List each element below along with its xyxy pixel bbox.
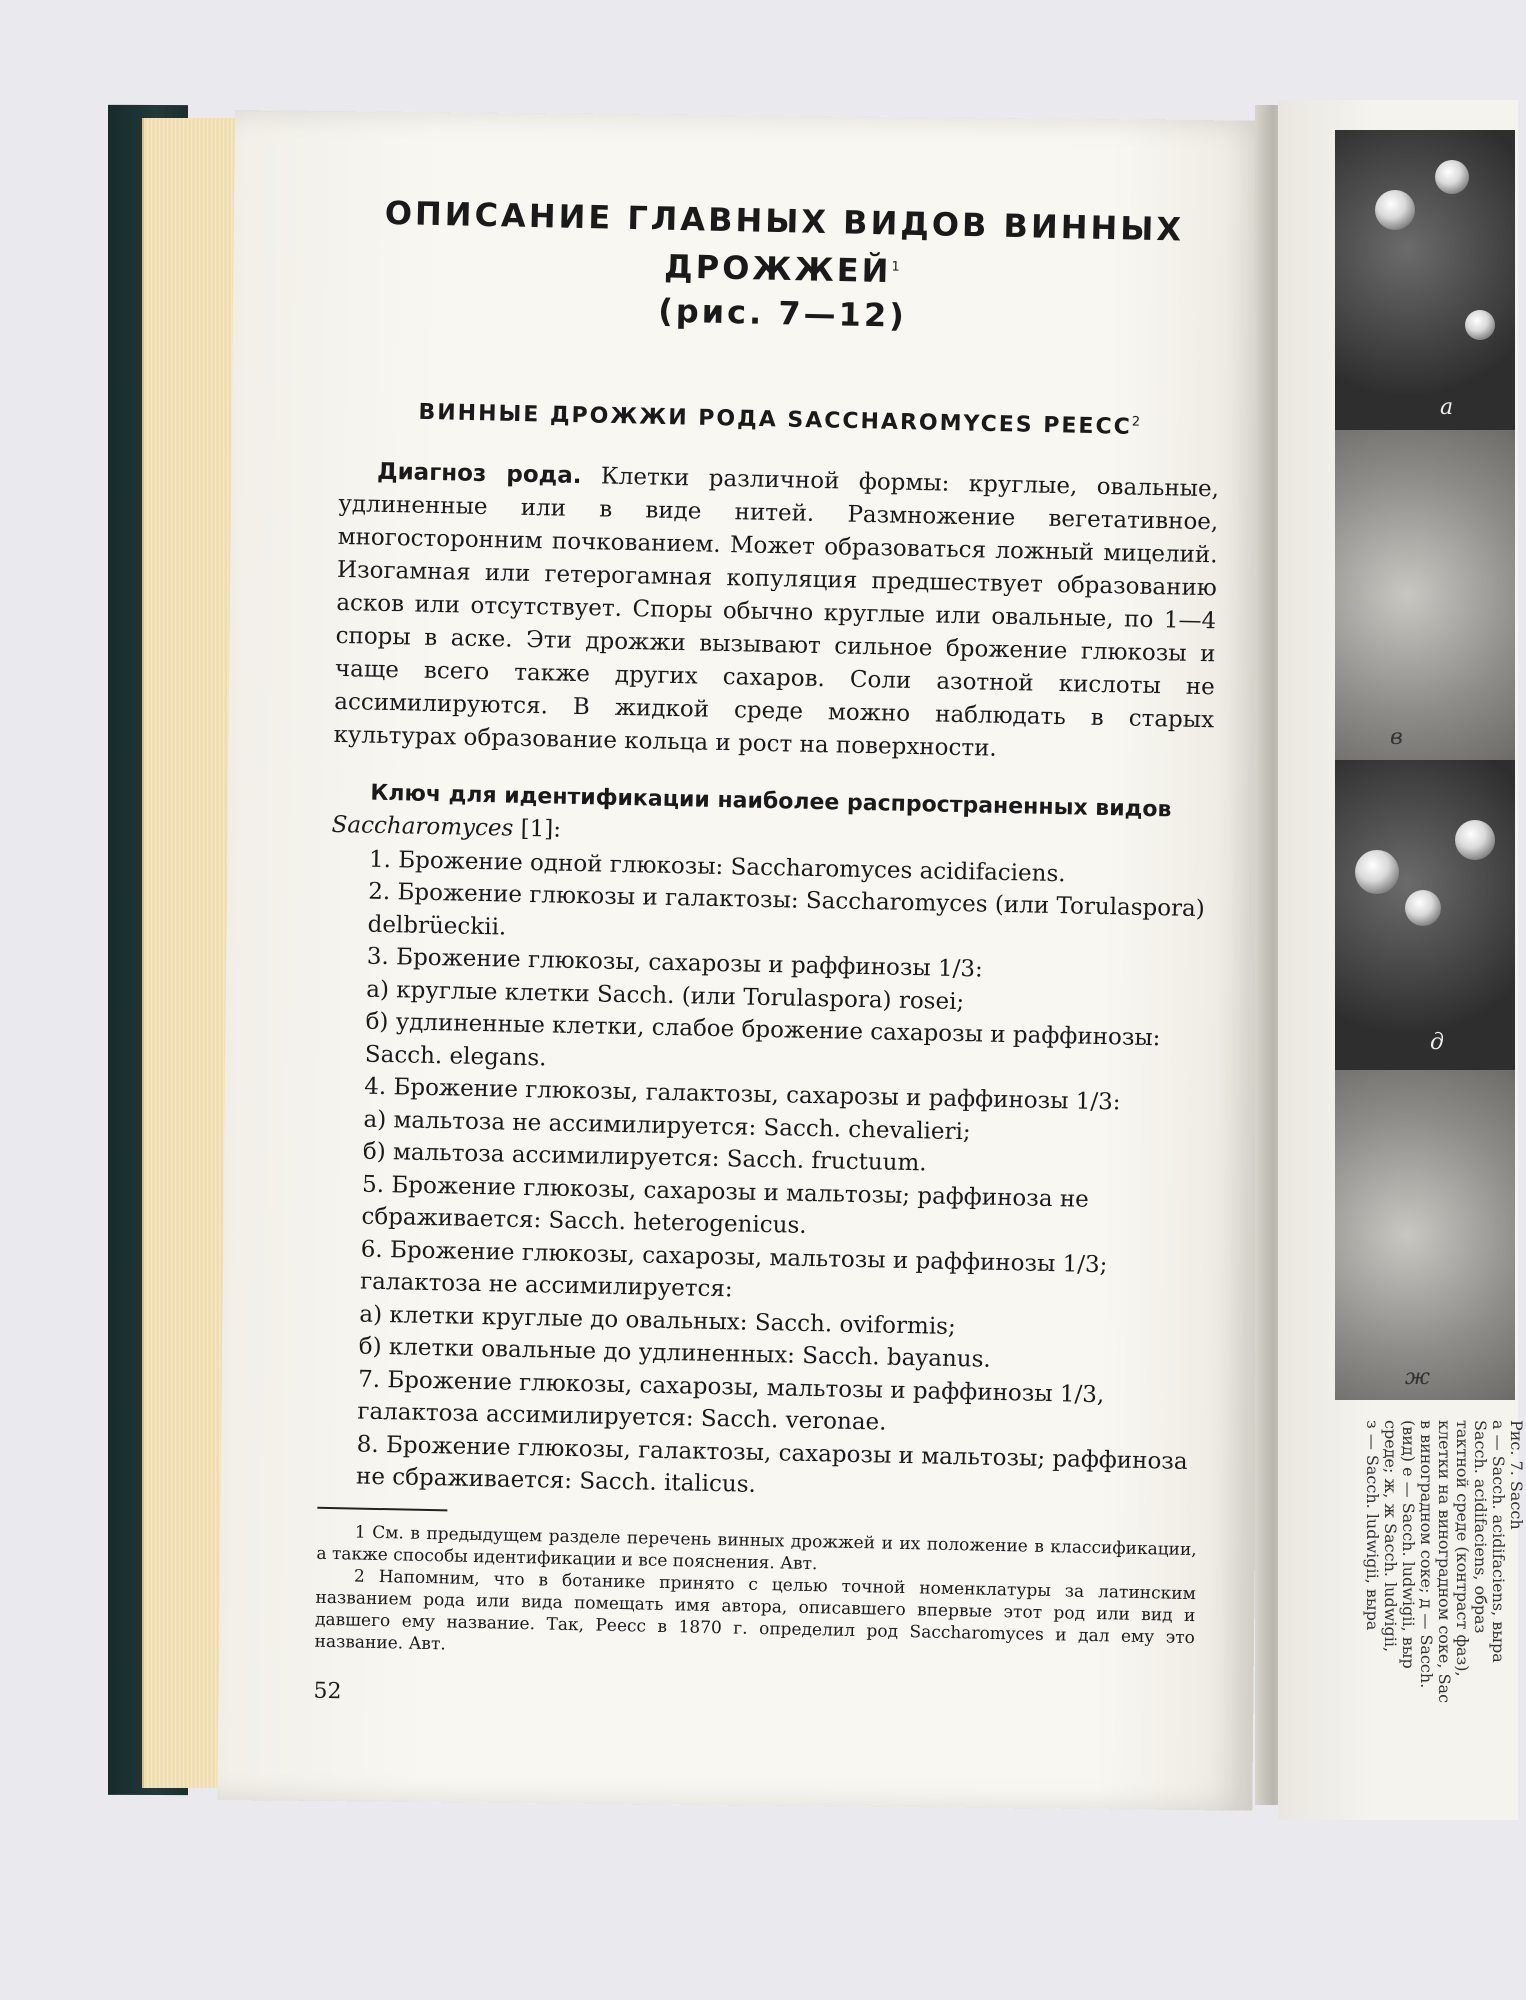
chapter-title-text: ОПИСАНИЕ ГЛАВНЫХ ВИДОВ ВИННЫХ ДРОЖЖЕЙ — [384, 193, 1185, 291]
caption-line: з — Sacch. ludwigii, выра — [1363, 1420, 1382, 1631]
diagnosis-label: Диагноз рода. — [376, 458, 582, 489]
yeast-cell — [1355, 850, 1399, 894]
caption-line: Рис. 7. Sacch — [1507, 1420, 1526, 1530]
caption-line: (вид) е — Sacch. ludwigii, выр — [1399, 1420, 1418, 1669]
caption-line: Sacch. acidifaciens, образ — [1471, 1420, 1490, 1634]
key-item: 5. Брожение глюкозы, сахарозы и мальтозы; раффиноза не сбраживается: Sacch. heterogenicus. — [361, 1171, 1090, 1240]
key-item: б) мальтоза ассимилируется: Sacch. fructuum. — [362, 1139, 927, 1177]
yeast-cell — [1435, 160, 1469, 194]
key-reference: [1]: — [520, 815, 562, 843]
key-genus: Saccharomyces — [331, 811, 514, 842]
micrograph-a — [1335, 130, 1515, 430]
footnote-1: 1 См. в предыдущем разделе перечень винных дрожжей и их положение в классификации, а также способы идентификации и все пояснения. Авт. — [316, 1522, 1197, 1575]
chapter-title-figures: (рис. 7—12) — [657, 291, 908, 335]
micrograph-d — [1335, 1070, 1515, 1400]
section-title — [340, 398, 1220, 442]
key-item: а) мальтоза не ассимилируется: Sacch. chevalieri; — [363, 1106, 971, 1146]
key-item: б) удлиненные клетки, слабое брожение сахарозы и раффинозы: Sacch. elegans. — [364, 1009, 1161, 1072]
key-item: 2. Брожение глюкозы и галактозы: Saccharomyces (или Torulaspora) delbrüeckii. — [367, 879, 1206, 941]
footnote-ref-1: 1 — [891, 259, 903, 275]
key-item: 3. Брожение глюкозы, сахарозы и раффинозы 1/3: — [366, 944, 984, 984]
key-item: 4. Брожение глюкозы, галактозы, сахарозы и раффинозы 1/3: — [363, 1074, 1121, 1116]
key-item: а) круглые клетки Sacch. (или Torulaspora) rosei; — [365, 976, 965, 1016]
figure-letter-d: д — [1430, 1030, 1444, 1055]
footnote-rule — [317, 1507, 447, 1512]
key-item: 6. Брожение глюкозы, сахарозы, мальтозы и раффинозы 1/3; галактоза не ассимилируется: — [359, 1236, 1108, 1303]
key-item: 1. Брожение одной глюкозы: Saccharomyces acidifaciens. — [368, 846, 1066, 888]
caption-line: в виноградном соке; д — Sacch. — [1417, 1420, 1436, 1689]
caption-line: среде; ж, ж Sacch. ludwigii, — [1381, 1420, 1400, 1653]
footnote-ref-2: 2 — [1131, 414, 1143, 430]
footnote-2: 2 Напомним, что в ботанике принято с целью точной номенклатуры за латинским названием рода или вида помещать имя автора, описавшего впервые этот род или вид и давшего ему название. Так, Реесс в 1870 г. определил род Saccharomyces и дал ему это название. Авт. — [314, 1566, 1196, 1655]
footnotes — [314, 1521, 1197, 1671]
figure-letter-zh: ж — [1405, 1365, 1431, 1390]
yeast-cell — [1465, 310, 1495, 340]
key-item: а) клетки круглые до овальных: Sacch. oviformis; — [359, 1301, 957, 1341]
figure-caption — [1363, 1420, 1526, 1704]
figure-letter-a: а — [1440, 395, 1454, 420]
figure-letter-v: в — [1390, 725, 1403, 750]
caption-line: а — Sacch. acidifaciens, выра — [1489, 1420, 1508, 1663]
yeast-cell — [1455, 820, 1495, 860]
key-list — [318, 843, 1211, 1511]
key-heading-text: Ключ для идентификации наиболее распространенных видов — [370, 780, 1172, 823]
micrograph-plate — [1335, 130, 1515, 1400]
micrograph-b — [1335, 430, 1515, 760]
key-item: б) клетки овальные до удлиненных: Sacch. bayanus. — [358, 1334, 992, 1374]
key-item: 8. Брожение глюкозы, галактозы, сахарозы и мальтозы; раффиноза не сбраживается: Sacch. italicus. — [355, 1431, 1188, 1499]
caption-line: тактной среде (контраст фаз), — [1453, 1420, 1472, 1677]
yeast-cell — [1375, 190, 1415, 230]
page-content — [313, 190, 1225, 1722]
section-title-text: ВИННЫЕ ДРОЖЖИ РОДА SACCHAROMYCES РЕЕСС — [418, 399, 1133, 440]
page-number: 52 — [313, 1678, 342, 1705]
chapter-title — [342, 190, 1225, 344]
diagnosis-paragraph — [333, 455, 1219, 770]
caption-line: клетки на виноградном соке, Sac — [1435, 1420, 1454, 1704]
diagnosis-text: Клетки различной формы: круглые, овальные, удлиненные или в виде нитей. Размножение вегетативное, многосторонним почкованием. Может образоваться ложный мицелий. Изогамная или гетерогамная копуляция предшествует образованию асков или отсутствует. Споры обычно круглые или овальные, по 1—4 споры в аске. Эти дрожжи вызывают сильное брожение глюкозы и чаще всего также других сахаров. Соли азотной кислоты не ассимилируются. В жидкой среде можно наблюдать в старых культурах образование кольца и рост на поверхности. — [333, 463, 1220, 762]
key-item: 7. Брожение глюкозы, сахарозы, мальтозы и раффинозы 1/3, галактоза ассимилируется: Sacch. veronae. — [357, 1366, 1105, 1437]
yeast-cell — [1405, 890, 1441, 926]
